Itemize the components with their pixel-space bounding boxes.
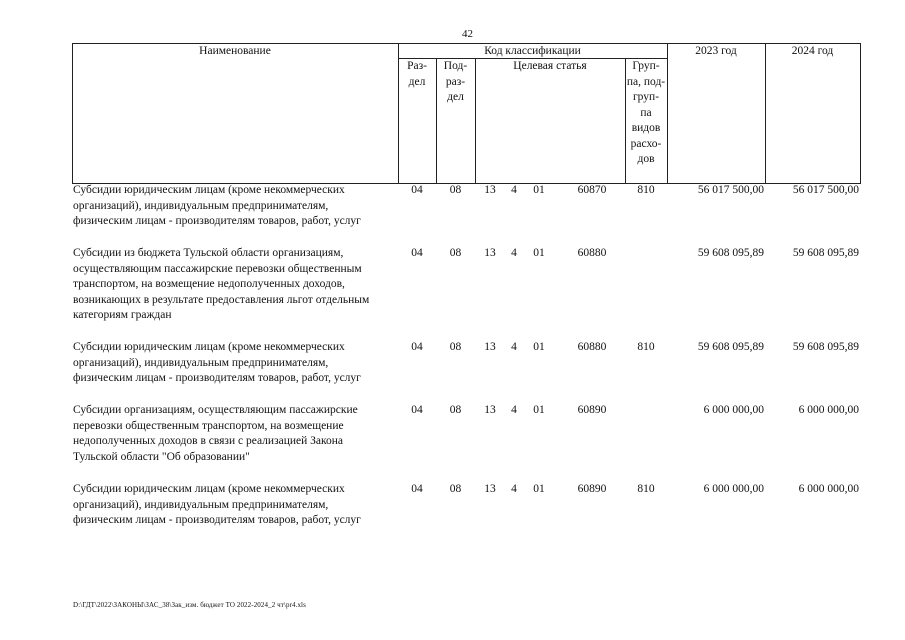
row-name-line: перевозки общественным транспортом, на возмещение bbox=[73, 419, 344, 432]
header-razdel-line: дел bbox=[408, 75, 426, 88]
row-cs-direction: 60890 bbox=[577, 404, 607, 416]
row-cs-direction: 60870 bbox=[577, 184, 607, 196]
row-name-line: возникающих в результате предоставления льгот отдельным bbox=[73, 293, 370, 306]
row-cs-direction: 60880 bbox=[577, 341, 607, 353]
row-cs-program: 13 bbox=[484, 341, 496, 353]
row-name bbox=[73, 403, 398, 465]
row-name bbox=[73, 482, 398, 529]
row-cs-type: 4 bbox=[511, 247, 517, 259]
row-podrazdel: 08 bbox=[449, 341, 462, 353]
row-cs-subprogram: 01 bbox=[533, 184, 545, 196]
header-name: Наименование bbox=[199, 45, 271, 57]
row-name-line: недополученных доходов в связи с реализацией Закона bbox=[73, 435, 344, 447]
row-cs-type: 4 bbox=[511, 404, 517, 416]
row-cs-subprogram: 01 bbox=[533, 483, 545, 495]
col-border-podrazdel bbox=[475, 58, 476, 184]
row-name-line: Субсидии юридическим лицам (кроме некоммерческих bbox=[73, 341, 345, 353]
col-border-group bbox=[667, 43, 668, 184]
row-group: 810 bbox=[637, 483, 655, 495]
row-name-line: Субсидии организациям, осуществляющим пассажирские bbox=[73, 404, 358, 416]
header-group-line: груп- bbox=[632, 91, 660, 103]
row-amount-2023: 6 000 000,00 bbox=[703, 404, 764, 416]
header-group-line: па bbox=[640, 106, 652, 119]
row-amount-2024: 6 000 000,00 bbox=[798, 404, 859, 416]
header-group-line: па, под- bbox=[626, 75, 666, 88]
row-amount-2024: 56 017 500,00 bbox=[792, 184, 859, 196]
row-cs-type: 4 bbox=[511, 341, 517, 353]
header-group-line: Груп- bbox=[632, 60, 660, 72]
row-podrazdel: 08 bbox=[449, 404, 462, 416]
row-cs-direction: 60880 bbox=[577, 247, 607, 259]
col-border-2023 bbox=[765, 43, 766, 184]
row-group: 810 bbox=[637, 341, 655, 353]
row-cs-subprogram: 01 bbox=[533, 247, 545, 259]
header-razdel-line: Раз- bbox=[407, 60, 427, 72]
col-border-left bbox=[72, 43, 73, 184]
header-group-line: расхо- bbox=[630, 137, 662, 150]
row-podrazdel: 08 bbox=[449, 483, 462, 495]
row-name-line: физическим лицам - производителям товаров, работ, услуг bbox=[73, 514, 361, 526]
row-name-line: физическим лицам - производителям товаров, работ, услуг bbox=[73, 372, 361, 384]
row-cs-program: 13 bbox=[484, 184, 496, 196]
row-razdel: 04 bbox=[411, 404, 423, 416]
row-podrazdel: 08 bbox=[449, 184, 462, 196]
row-cs-type: 4 bbox=[511, 184, 517, 196]
row-name bbox=[73, 183, 398, 230]
page-number: 42 bbox=[462, 28, 473, 40]
header-group-line: видов bbox=[631, 122, 661, 134]
row-razdel: 04 bbox=[411, 247, 423, 259]
header-podrazdel-line: Под- bbox=[443, 60, 468, 72]
row-cs-subprogram: 01 bbox=[533, 341, 545, 353]
header-group bbox=[625, 59, 667, 168]
row-name-line: организаций), индивидуальным предпринимателям, bbox=[73, 199, 329, 212]
header-podrazdel-line: дел bbox=[447, 91, 464, 103]
header-target-article: Целевая статья bbox=[513, 60, 587, 72]
row-cs-subprogram: 01 bbox=[533, 404, 545, 416]
row-name-line: организаций), индивидуальным предпринимателям, bbox=[73, 498, 329, 511]
row-amount-2023: 56 017 500,00 bbox=[697, 184, 764, 196]
row-name-line: Тульской области "Об образовании" bbox=[73, 450, 250, 463]
row-razdel: 04 bbox=[411, 184, 423, 196]
row-cs-type: 4 bbox=[511, 483, 517, 495]
header-razdel bbox=[398, 59, 436, 90]
header-group-line: дов bbox=[637, 153, 655, 165]
row-amount-2024: 59 608 095,89 bbox=[792, 341, 859, 353]
row-name-line: Субсидии юридическим лицам (кроме некоммерческих bbox=[73, 184, 345, 196]
row-name-line: категориям граждан bbox=[73, 309, 172, 321]
row-name-line: организаций), индивидуальным предпринимателям, bbox=[73, 356, 329, 369]
row-cs-direction: 60890 bbox=[577, 483, 607, 495]
row-amount-2024: 6 000 000,00 bbox=[798, 483, 859, 495]
header-year-2023: 2023 год bbox=[695, 45, 737, 57]
row-cs-program: 13 bbox=[484, 483, 496, 495]
row-cs-program: 13 bbox=[484, 247, 496, 259]
row-name-line: Субсидии из бюджета Тульской области организациям, bbox=[73, 247, 344, 259]
header-code-group: Код классификации bbox=[484, 45, 581, 57]
file-path-footer: D:\ГДТ\2022\ЗАКОНЫ\ЗАС_38\Зак_изм. бюджет ТО 2022-2024_2 чт\pr4.xls bbox=[73, 601, 306, 609]
row-name-line: Субсидии юридическим лицам (кроме некоммерческих bbox=[73, 483, 345, 495]
row-cs-program: 13 bbox=[484, 404, 496, 416]
header-year-2024: 2024 год bbox=[791, 45, 834, 57]
row-amount-2023: 59 608 095,89 bbox=[697, 247, 764, 259]
row-name bbox=[73, 246, 398, 324]
header-podrazdel-line: раз- bbox=[445, 75, 466, 88]
row-amount-2023: 6 000 000,00 bbox=[703, 483, 764, 495]
row-podrazdel: 08 bbox=[449, 247, 462, 259]
row-razdel: 04 bbox=[411, 483, 423, 495]
row-name bbox=[73, 340, 398, 387]
col-border-right bbox=[860, 43, 861, 184]
row-name-line: транспортом, на возмещение недополученных доходов, bbox=[73, 278, 345, 290]
row-amount-2024: 59 608 095,89 bbox=[792, 247, 859, 259]
row-amount-2023: 59 608 095,89 bbox=[697, 341, 764, 353]
row-name-line: осуществляющим пассажирские перевозки общественным bbox=[73, 262, 362, 275]
row-razdel: 04 bbox=[411, 341, 423, 353]
row-group: 810 bbox=[637, 184, 655, 196]
row-name-line: физическим лицам - производителям товаров, работ, услуг bbox=[73, 215, 361, 227]
header-podrazdel bbox=[436, 59, 475, 106]
